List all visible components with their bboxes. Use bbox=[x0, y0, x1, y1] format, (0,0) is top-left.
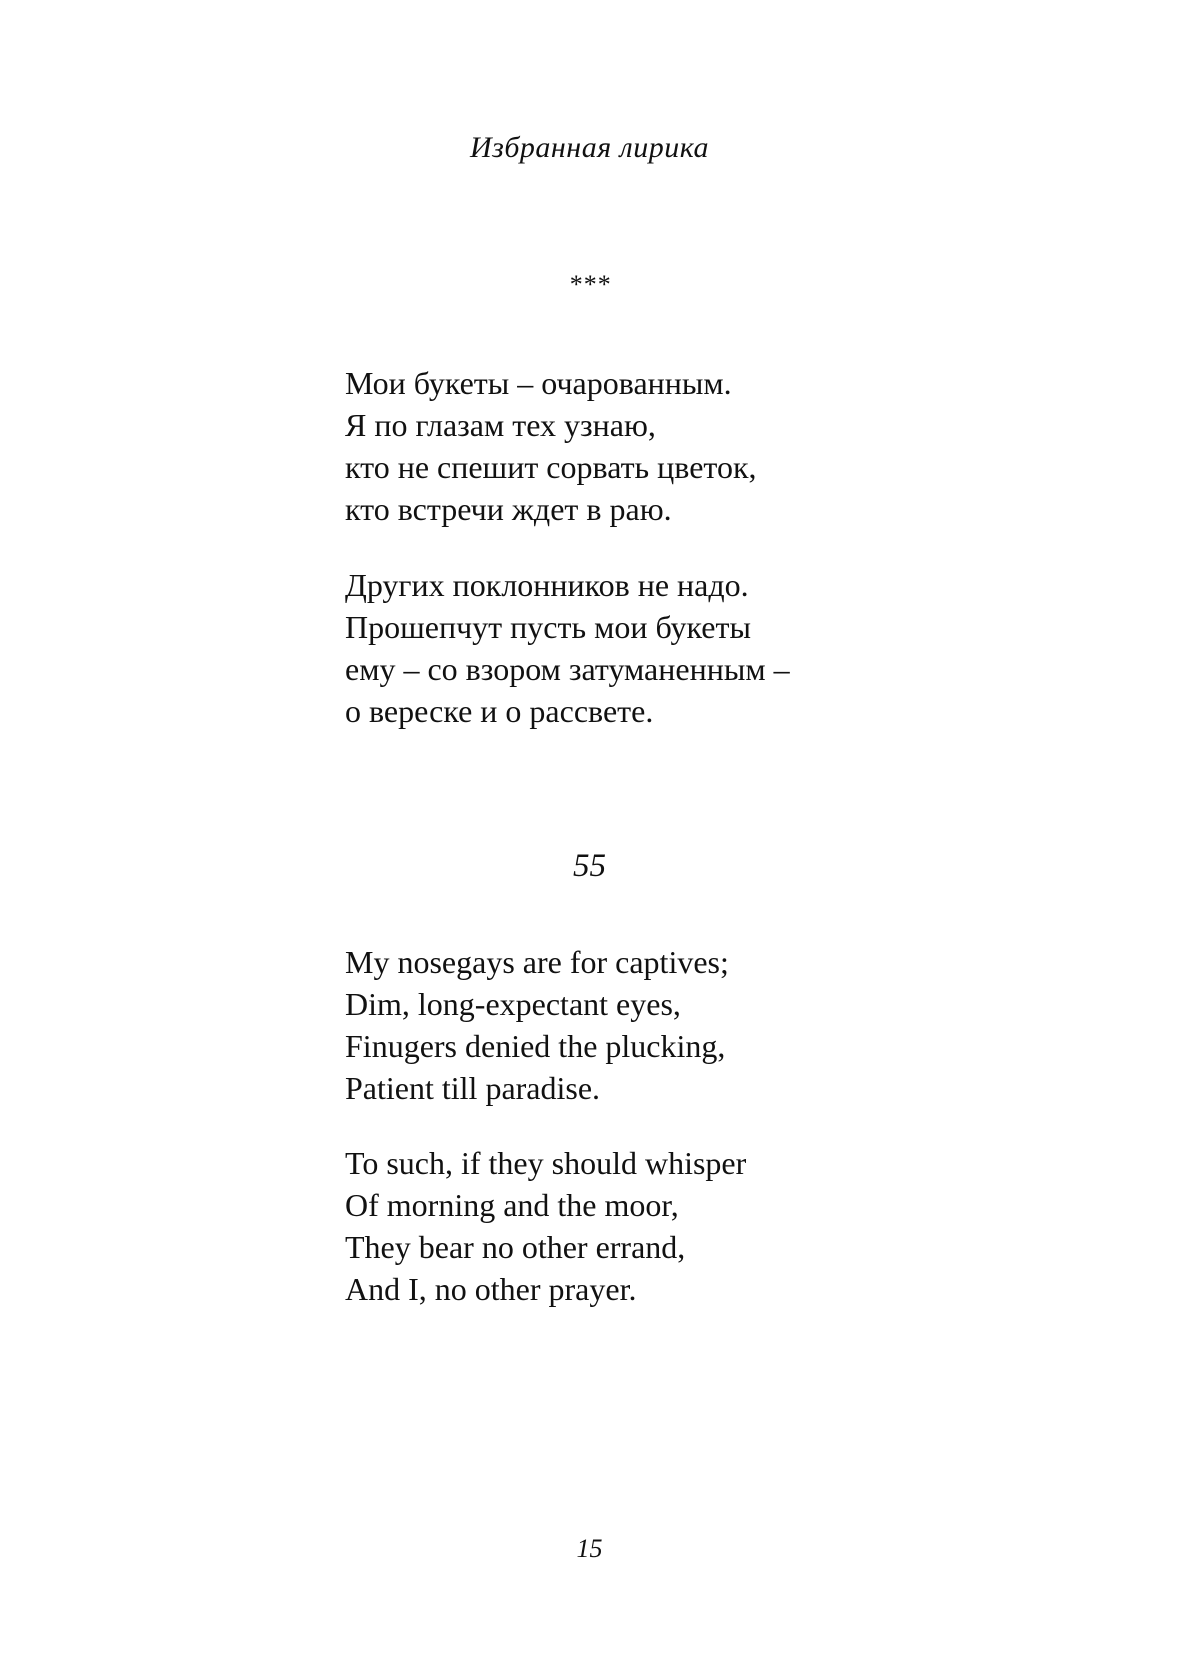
poem-line: о вереске и о рассвете. bbox=[345, 693, 654, 729]
poem-line: Patient till paradise. bbox=[345, 1070, 601, 1106]
poem-line: They bear no other errand, bbox=[345, 1229, 686, 1265]
asterism-separator: *** bbox=[568, 270, 611, 299]
poem-line: Я по глазам тех узнаю, bbox=[345, 407, 656, 443]
poem-line: кто встречи ждет в раю. bbox=[345, 491, 672, 527]
poem-line: Finugers denied the plucking, bbox=[345, 1028, 726, 1064]
russian-stanza-2 bbox=[345, 564, 790, 732]
poem-line: ему – со взором затуманенным – bbox=[345, 651, 790, 687]
poem-line: кто не спешит сорвать цветок, bbox=[345, 449, 757, 485]
poem-line: Of morning and the moor, bbox=[345, 1187, 679, 1223]
poem-line: My nosegays are for captives; bbox=[345, 944, 729, 980]
running-head: Избранная лирика bbox=[469, 131, 710, 164]
page-number: 15 bbox=[576, 1534, 603, 1563]
poem-line: Прошепчут пусть мои букеты bbox=[345, 609, 751, 645]
poem-line: To such, if they should whisper bbox=[345, 1145, 747, 1181]
poem-line: Мои букеты – очарованным. bbox=[345, 365, 732, 401]
english-stanza-2 bbox=[345, 1142, 746, 1310]
english-stanza-1 bbox=[345, 941, 729, 1109]
poem-number: 55 bbox=[573, 848, 606, 884]
russian-stanza-1 bbox=[345, 362, 757, 530]
poem-line: And I, no other prayer. bbox=[345, 1271, 637, 1307]
poem-line: Dim, long-expectant eyes, bbox=[345, 986, 681, 1022]
poem-line: Других поклонников не надо. bbox=[345, 567, 749, 603]
